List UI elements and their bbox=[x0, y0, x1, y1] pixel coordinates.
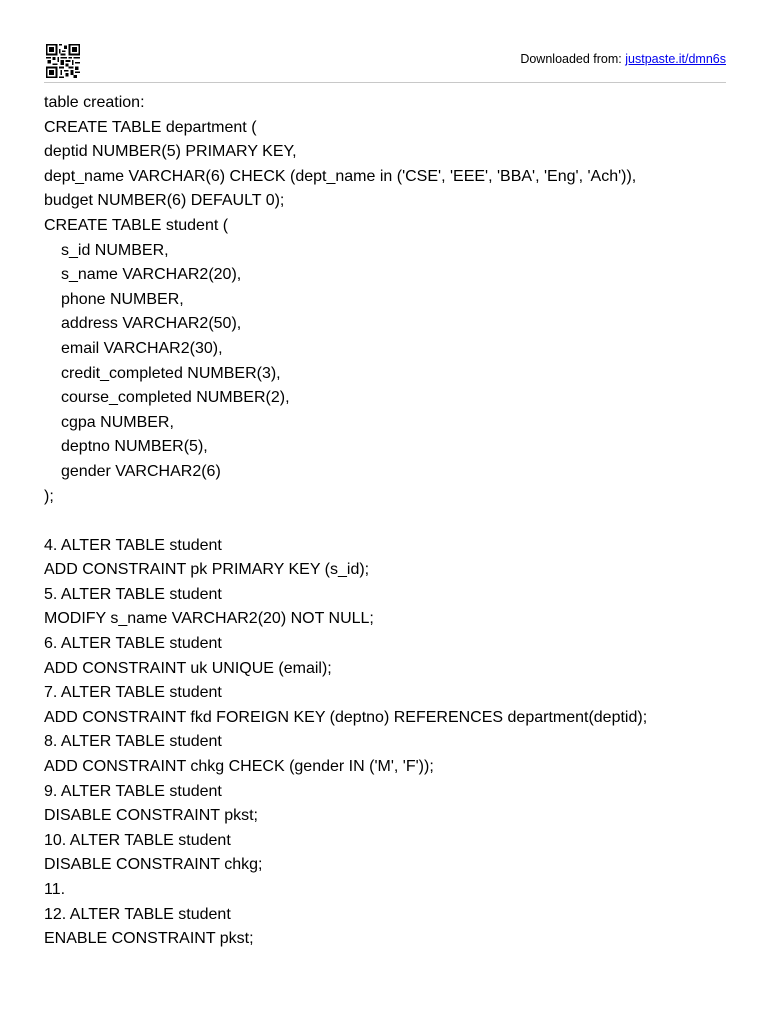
text-line: 5. ALTER TABLE student bbox=[44, 585, 222, 603]
text-line: ADD CONSTRAINT chkg CHECK (gender IN ('M', 'F')); bbox=[44, 758, 434, 776]
text-line: 11. bbox=[44, 881, 66, 898]
text-line: deptno NUMBER(5), bbox=[61, 438, 208, 456]
text-line: 9. ALTER TABLE student bbox=[44, 782, 222, 800]
text-line: credit_completed NUMBER(3), bbox=[61, 364, 281, 382]
text-line: CREATE TABLE department ( bbox=[44, 118, 257, 136]
text-line: s_name VARCHAR2(20), bbox=[61, 266, 242, 284]
document-body bbox=[44, 91, 734, 952]
text-line: phone NUMBER, bbox=[61, 290, 184, 308]
text-line: dept_name VARCHAR(6) CHECK (dept_name in ('CSE', 'EEE', 'BBA', 'Eng', 'Ach')), bbox=[44, 167, 637, 185]
text-line: cgpa NUMBER, bbox=[61, 413, 174, 431]
text-line: ); bbox=[44, 487, 54, 505]
text-line: 4. ALTER TABLE student bbox=[44, 536, 222, 554]
download-source bbox=[520, 51, 726, 67]
text-line: s_id NUMBER, bbox=[61, 241, 169, 259]
downloaded-label: Downloaded from: bbox=[520, 52, 626, 66]
text-line: address VARCHAR2(50), bbox=[61, 315, 242, 333]
text-line: deptid NUMBER(5) PRIMARY KEY, bbox=[44, 143, 297, 161]
page-header bbox=[44, 42, 726, 78]
text-line: 8. ALTER TABLE student bbox=[44, 733, 222, 751]
qr-code-icon bbox=[46, 44, 80, 78]
source-link[interactable]: justpaste.it/dmn6s bbox=[625, 52, 726, 66]
text-line: 7. ALTER TABLE student bbox=[44, 684, 222, 702]
header-divider bbox=[44, 82, 726, 83]
text-line: ENABLE CONSTRAINT pkst; bbox=[44, 930, 254, 948]
text-line: 12. ALTER TABLE student bbox=[44, 905, 231, 923]
text-line: ADD CONSTRAINT pk PRIMARY KEY (s_id); bbox=[44, 561, 370, 579]
text-line: ADD CONSTRAINT fkd FOREIGN KEY (deptno) REFERENCES department(deptid); bbox=[44, 708, 648, 726]
text-line: DISABLE CONSTRAINT chkg; bbox=[44, 856, 263, 874]
text-line: course_completed NUMBER(2), bbox=[61, 389, 290, 407]
text-line: 10. ALTER TABLE student bbox=[44, 831, 231, 849]
blank-line bbox=[44, 509, 734, 534]
text-line: ADD CONSTRAINT uk UNIQUE (email); bbox=[44, 659, 332, 677]
text-line: CREATE TABLE student ( bbox=[44, 216, 229, 234]
text-line: MODIFY s_name VARCHAR2(20) NOT NULL; bbox=[44, 610, 374, 628]
text-line: budget NUMBER(6) DEFAULT 0); bbox=[44, 192, 285, 210]
text-line: table creation: bbox=[44, 94, 145, 111]
text-line: gender VARCHAR2(6) bbox=[61, 462, 221, 480]
text-line: DISABLE CONSTRAINT pkst; bbox=[44, 807, 258, 825]
text-line: 6. ALTER TABLE student bbox=[44, 635, 222, 653]
text-line: email VARCHAR2(30), bbox=[61, 339, 223, 357]
